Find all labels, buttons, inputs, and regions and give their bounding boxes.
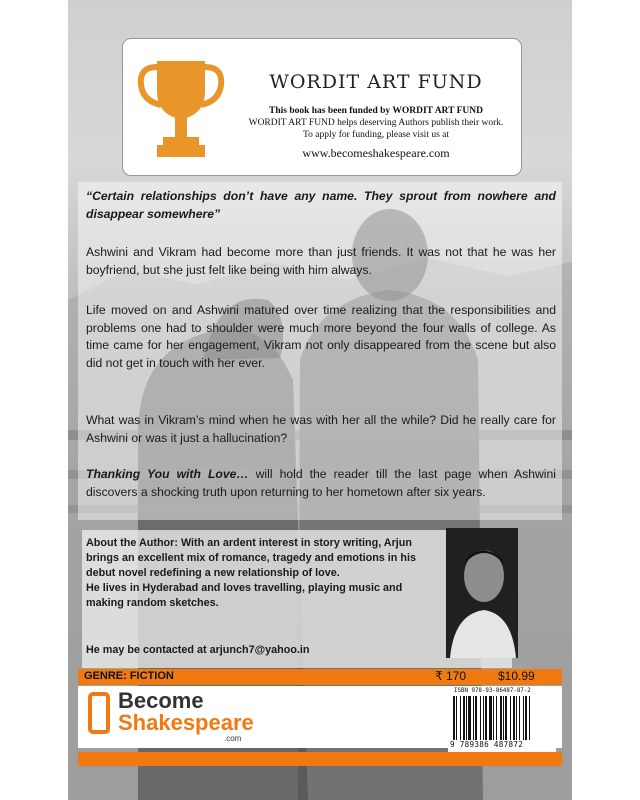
blurb-paragraph-3: What was in Vikram’s mind when he was with her all the while? Did he really care for Ashwini or was it just a hallucination?: [86, 413, 556, 445]
author-bio: [86, 536, 441, 611]
barcode-digits: 9 789386 487872: [450, 740, 524, 749]
back-cover: [68, 0, 572, 800]
fund-title: WORDIT ART FUND: [269, 71, 483, 93]
fund-line-1: [231, 105, 521, 117]
fund-line-2: WORDIT ART FUND helps deserving Authors publish their work.: [248, 118, 504, 128]
isbn-label: ISBN 978-93-86487-87-2: [454, 688, 531, 694]
logo-word-become: Become: [118, 688, 204, 713]
footer-bar: [78, 752, 562, 766]
blurb-paragraph-1: Ashwini and Vikram had become more than just friends. It was not that he was her boyfriend, but she just felt like being with him always.: [86, 245, 556, 277]
author-bio-2: He lives in Hyderabad and loves travelling, playing music and making random sketches.: [86, 582, 403, 609]
fund-line-1-bold: WORDIT ART FUND: [392, 106, 484, 116]
author-contact: He may be contacted at arjunch7@yahoo.in: [86, 644, 310, 656]
fund-description: [231, 105, 521, 141]
blurb-paragraph-4-text: will hold the reader till the last page when Ashwini discovers a shocking truth upon returning to her hometown after six years.: [86, 467, 556, 499]
price-inr: ₹ 170: [435, 669, 466, 683]
book-logo-icon: [88, 692, 110, 734]
fund-url: www.becomeshakespeare.com: [302, 146, 450, 160]
blurb-quote: “Certain relationships don’t have any name. They sprout from nowhere and disappear somewhere”: [86, 189, 556, 221]
price-usd: $10.99: [498, 669, 535, 683]
trophy-icon: [137, 53, 225, 163]
blurb-paragraph-4: [86, 466, 556, 501]
barcode-box: [448, 688, 556, 752]
author-bio-1: About the Author: With an ardent interest in story writing, Arjun brings an excellent mix of romance, tragedy and emotions in his debut novel redefining a new relationship of love.: [86, 537, 416, 579]
genre-bar: [78, 669, 562, 685]
fund-line-1-prefix: This book has been funded by: [268, 106, 393, 116]
fund-badge: [122, 38, 522, 176]
logo-word-shakespeare: Shakespeare: [118, 710, 254, 735]
fund-line-3: To apply for funding, please visit us at: [302, 130, 450, 140]
author-photo: [446, 528, 518, 658]
barcode: [452, 696, 552, 740]
genre-label: GENRE: FICTION: [84, 670, 174, 682]
logo-domain: .com: [224, 734, 242, 743]
blurb-paragraph-2: Life moved on and Ashwini matured over time realizing that the responsibilities and problems one had to shoulder were much more beyond the four walls of college. As time came for her engagement, Vikram not only disappeared from the scene but also did not get in touch with her ever.: [86, 303, 556, 370]
book-title-inline: Thanking You with Love…: [86, 467, 249, 481]
